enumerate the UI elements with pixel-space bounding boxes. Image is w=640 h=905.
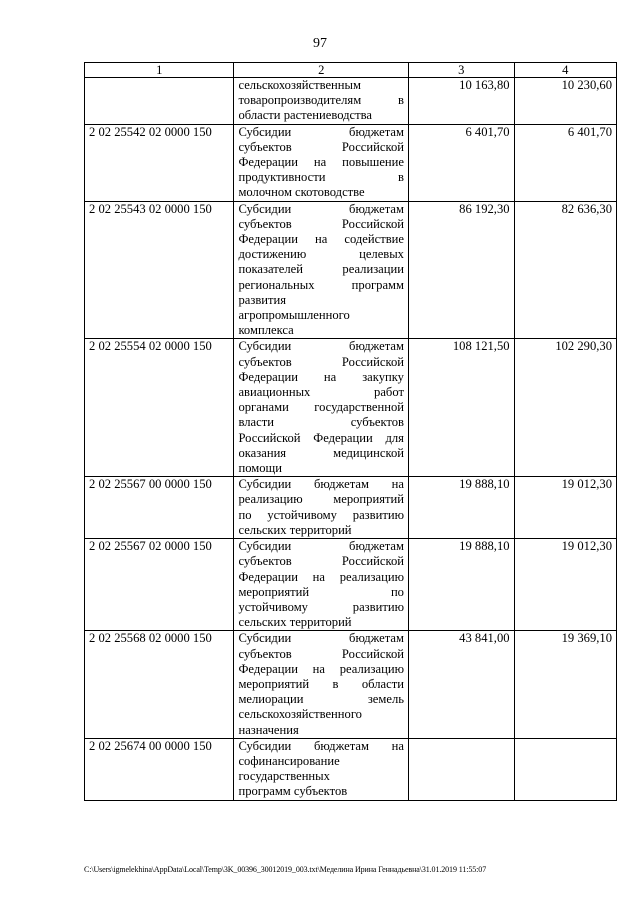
classification-code [85, 78, 234, 125]
description-line: Субсидии бюджетам [238, 339, 404, 354]
description-line: субъектов Российской [238, 646, 404, 661]
classification-code: 2 02 25674 00 0000 150 [85, 738, 234, 800]
classification-code: 2 02 25567 00 0000 150 [85, 477, 234, 539]
amount-year-1: 43 841,00 [408, 631, 514, 738]
description-line: органами государственной [238, 400, 404, 415]
description-line: развития [238, 292, 287, 307]
amount-year-2: 6 401,70 [514, 124, 616, 201]
amount-year-2: 19 012,30 [514, 539, 616, 631]
description-line: субъектов Российской [238, 139, 404, 154]
amount-year-1: 10 163,80 [408, 78, 514, 125]
description-line: сельских территорий [238, 522, 352, 537]
description-line: Субсидии бюджетам [238, 539, 404, 554]
description-line: Субсидии бюджетам [238, 631, 404, 646]
income-description [234, 539, 409, 631]
classification-code: 2 02 25542 02 0000 150 [85, 124, 234, 201]
description-line: по устойчивому развитию [238, 507, 404, 522]
description-line: субъектов Российской [238, 354, 404, 369]
income-description [234, 477, 409, 539]
description-line: софинансирование [238, 753, 340, 768]
income-description [234, 339, 409, 477]
description-line: мероприятий в области [238, 676, 404, 691]
table-row [85, 539, 617, 631]
amount-year-1: 19 888,10 [408, 539, 514, 631]
income-description [234, 631, 409, 738]
description-line: Федерации на реализацию [238, 569, 404, 584]
amount-year-2: 10 230,60 [514, 78, 616, 125]
description-line: молочном скотоводстве [238, 185, 365, 200]
file-path-footer: C:\Users\igmelekhina\AppData\Local\Temp\3K_00396_30012019_003.txt\Меделина Ирина Геннадьевна\31.01.2019 11:55:07 [84, 865, 487, 874]
description-line: Федерации на повышение [238, 155, 404, 170]
classification-code: 2 02 25554 02 0000 150 [85, 339, 234, 477]
description-line: мероприятий по [238, 584, 404, 599]
description-line: Федерации на закупку [238, 369, 404, 384]
amount-year-2: 19 012,30 [514, 477, 616, 539]
description-line: назначения [238, 722, 299, 737]
description-line: государственных [238, 769, 330, 784]
description-line: Российской Федерации для [238, 430, 404, 445]
description-line: авиационных работ [238, 385, 404, 400]
header-col-2: 2 [234, 63, 409, 78]
amount-year-2: 102 290,30 [514, 339, 616, 477]
classification-code: 2 02 25567 02 0000 150 [85, 539, 234, 631]
table-row [85, 201, 617, 339]
table-row [85, 78, 617, 125]
description-line: Субсидии бюджетам [238, 201, 404, 216]
description-line: оказания медицинской [238, 445, 404, 460]
table-row [85, 124, 617, 201]
income-description [234, 124, 409, 201]
description-line: достижению целевых [238, 247, 404, 262]
description-line: Субсидии бюджетам на [238, 477, 404, 492]
amount-year-2 [514, 738, 616, 800]
description-line: Федерации на содействие [238, 232, 404, 247]
description-line: власти субъектов [238, 415, 404, 430]
description-line: сельских территорий [238, 615, 352, 630]
amount-year-2: 82 636,30 [514, 201, 616, 339]
amount-year-1 [408, 738, 514, 800]
income-description [234, 201, 409, 339]
description-line: показателей реализации [238, 262, 404, 277]
amount-year-1: 86 192,30 [408, 201, 514, 339]
amount-year-1: 6 401,70 [408, 124, 514, 201]
description-line: субъектов Российской [238, 216, 404, 231]
amount-year-1: 19 888,10 [408, 477, 514, 539]
classification-code: 2 02 25543 02 0000 150 [85, 201, 234, 339]
page-number: 97 [313, 36, 327, 51]
amount-year-2: 19 369,10 [514, 631, 616, 738]
description-line: сельскохозяйственного [238, 707, 362, 722]
description-line: реализацию мероприятий [238, 492, 404, 507]
description-line: региональных программ [238, 277, 404, 292]
income-description [234, 78, 409, 125]
description-line: сельскохозяйственным [238, 78, 361, 92]
budget-table [84, 62, 617, 801]
table-row [85, 477, 617, 539]
income-description [234, 738, 409, 800]
description-line: устойчивому развитию [238, 599, 404, 614]
description-line: программ субъектов [238, 784, 348, 799]
description-line: продуктивности в [238, 170, 404, 185]
table-row [85, 339, 617, 477]
description-line: Субсидии бюджетам на [238, 738, 404, 753]
description-line: помощи [238, 461, 282, 476]
header-col-1: 1 [85, 63, 234, 78]
header-col-4: 4 [514, 63, 616, 78]
table-header-row [85, 63, 617, 78]
description-line: товаропроизводителям в [238, 93, 404, 108]
table-body [85, 78, 617, 801]
description-line: комплекса [238, 323, 294, 338]
amount-year-1: 108 121,50 [408, 339, 514, 477]
description-line: Федерации на реализацию [238, 661, 404, 676]
description-line: мелиорации земель [238, 692, 404, 707]
table-row [85, 631, 617, 738]
table-row [85, 738, 617, 800]
classification-code: 2 02 25568 02 0000 150 [85, 631, 234, 738]
header-col-3: 3 [408, 63, 514, 78]
description-line: области растениеводства [238, 108, 373, 123]
description-line: агропромышленного [238, 308, 350, 323]
description-line: Субсидии бюджетам [238, 124, 404, 139]
description-line: субъектов Российской [238, 554, 404, 569]
